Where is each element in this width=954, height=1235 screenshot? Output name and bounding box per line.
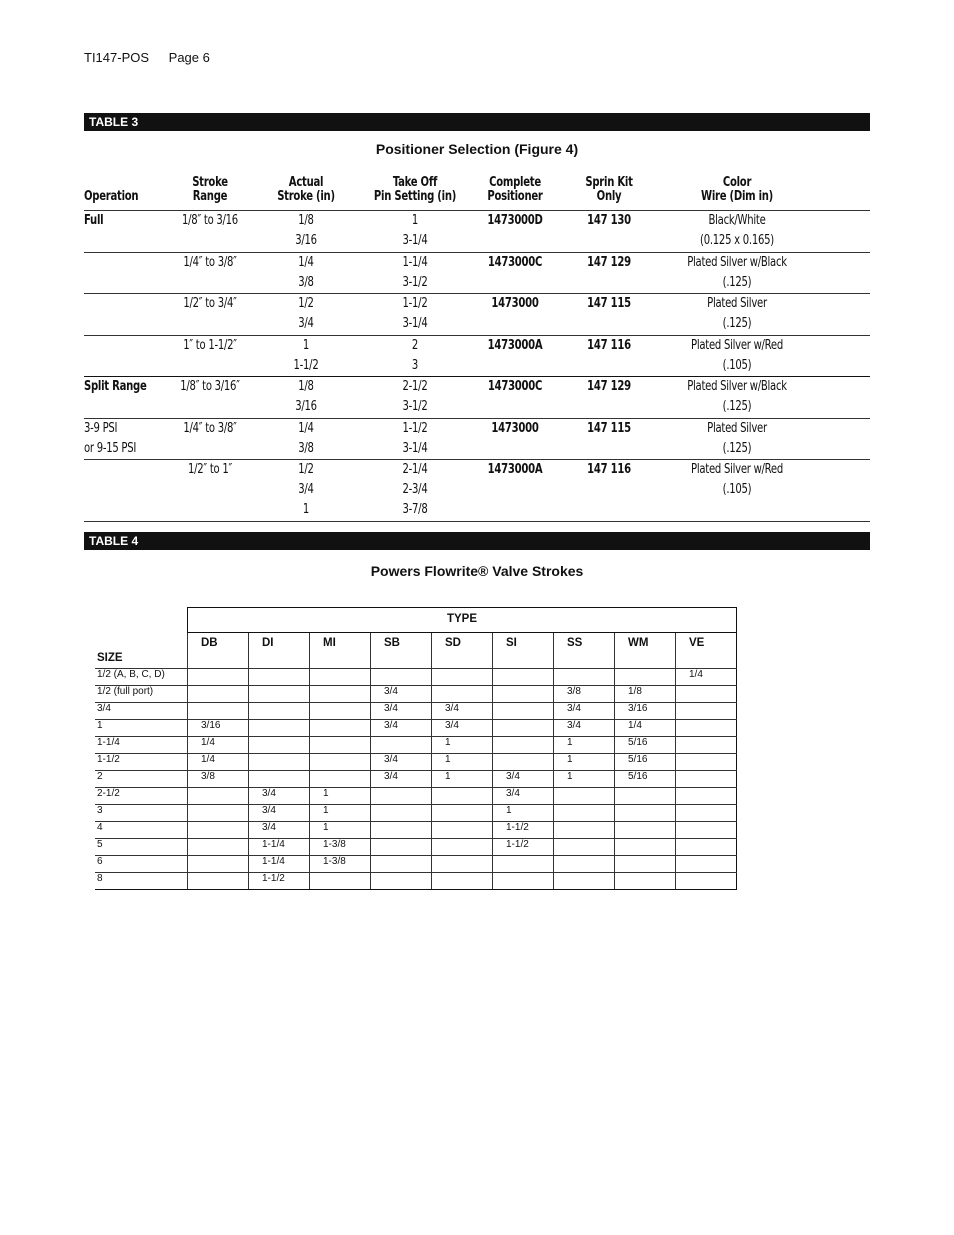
table-row [95,856,737,873]
table3-row [84,419,870,461]
actual-stroke-cell-line: 3/4 [298,482,314,497]
stroke-cell: 3/4 [554,703,615,720]
stroke-range-cell: 1/8″ to 3/16 [182,213,238,228]
pin-setting-cell-line: 1-1/2 [402,420,428,436]
color-wire-cell-line: Plated Silver w/Red [691,337,783,353]
table-row [95,754,737,771]
stroke-cell [432,805,493,822]
table3-row [84,460,870,522]
stroke-cell [371,839,432,856]
color-wire-cell-line: (.125) [722,399,752,414]
operation-line: Full [84,213,104,228]
complete-positioner-cell: 1473000 [491,296,539,311]
stroke-cell [554,669,615,686]
stroke-cell [432,822,493,839]
color-wire-cell [674,336,800,376]
pin-setting-cell [363,460,468,520]
type-col-mi: MI [310,633,371,669]
pin-setting-cell-line: 3-1/4 [402,440,428,456]
stroke-cell [554,839,615,856]
color-wire-cell [674,377,800,417]
stroke-cell: 5/16 [615,771,676,788]
stroke-cell [188,669,249,686]
stroke-cell: 3/4 [493,788,554,805]
valve-strokes-table [95,607,737,890]
table-row [95,703,737,720]
spring-kit-cell: 147 129 [587,254,631,270]
actual-stroke-cell-line: 1 [302,502,310,517]
stroke-cell: 1/4 [615,720,676,737]
stroke-cell [432,873,493,890]
type-col-si: SI [493,633,554,669]
operation-line: or 9-15 PSI [84,440,137,456]
pin-setting-cell-line: 3-1/4 [402,316,428,331]
stroke-cell: 3/4 [432,703,493,720]
stroke-cell [371,856,432,873]
spring-kit-cell: 147 115 [587,296,631,311]
spring-kit-cell: 147 116 [587,337,631,353]
color-wire-cell-line: Plated Silver w/Black [687,254,787,270]
stroke-cell [615,788,676,805]
stroke-cell [310,703,371,720]
stroke-cell: 1-1/2 [249,873,310,890]
col-actual-stroke: Actual Stroke (in) [277,175,335,204]
color-wire-cell [674,419,800,459]
type-col-db: DB [188,633,249,669]
stroke-cell [615,669,676,686]
stroke-cell [493,737,554,754]
actual-stroke-cell [270,294,342,334]
table4-title-bar: TABLE 4 [84,532,870,550]
operation-cell [84,377,147,397]
color-wire-cell-line: (.125) [722,316,752,331]
stroke-cell: 1 [554,737,615,754]
size-cell: 5 [95,839,188,856]
complete-positioner-cell: 1473000C [487,379,543,394]
size-cell: 1-1/4 [95,737,188,754]
pin-setting-cell-line: 1-1/4 [402,254,428,270]
stroke-cell [676,839,737,856]
pin-setting-cell [363,336,468,376]
stroke-cell [310,686,371,703]
stroke-cell: 1-1/4 [249,856,310,873]
stroke-cell: 3/4 [371,754,432,771]
pin-setting-cell-line: 3-1/4 [402,233,428,248]
stroke-cell [615,822,676,839]
size-cell: 4 [95,822,188,839]
stroke-cell [676,737,737,754]
stroke-cell [249,737,310,754]
operation-cell [84,419,144,459]
pin-setting-cell-line: 1-1/2 [402,296,428,311]
stroke-cell [432,856,493,873]
table3-row [84,377,870,419]
size-cell: 3 [95,805,188,822]
actual-stroke-cell [270,377,342,417]
page-header [84,50,226,65]
stroke-cell [676,720,737,737]
stroke-cell: 3/4 [371,703,432,720]
color-wire-cell [674,253,800,293]
stroke-cell [371,788,432,805]
complete-positioner-cell: 1473000C [487,254,543,270]
actual-stroke-cell [270,211,342,251]
size-cell: 1/2 (full port) [95,686,188,703]
actual-stroke-cell-line: 3/8 [298,274,314,290]
stroke-cell: 1/8 [615,686,676,703]
pin-setting-cell [363,377,468,417]
pin-setting-cell-line: 3-7/8 [402,502,428,517]
color-wire-cell-line: (.105) [722,357,752,373]
color-wire-cell-line: Plated Silver w/Red [691,462,783,477]
spring-kit-cell: 147 129 [587,379,631,394]
stroke-cell [493,856,554,873]
table-row [95,873,737,890]
table-row [95,737,737,754]
stroke-cell: 1 [554,771,615,788]
spring-kit-cell: 147 115 [587,420,631,436]
stroke-cell: 3/4 [371,686,432,703]
actual-stroke-cell-line: 3/16 [295,233,317,248]
stroke-cell: 1 [310,822,371,839]
stroke-cell [249,703,310,720]
col-complete-positioner: Complete Positioner [487,175,543,204]
page-number: Page 6 [168,50,210,65]
stroke-cell [188,856,249,873]
stroke-cell [371,669,432,686]
stroke-cell [493,686,554,703]
stroke-cell [493,703,554,720]
stroke-cell [554,822,615,839]
col-stroke-range: Stroke Range [192,175,228,204]
stroke-cell [432,788,493,805]
stroke-cell [310,754,371,771]
pin-setting-cell-line: 3-1/2 [402,399,428,414]
stroke-range-cell: 1/2″ to 3/4″ [183,296,237,311]
stroke-cell [310,771,371,788]
actual-stroke-cell [270,460,342,520]
pin-setting-cell-line: 2-1/2 [402,379,428,394]
stroke-cell [188,703,249,720]
stroke-cell: 1-1/2 [493,839,554,856]
stroke-range-cell: 1/4″ to 3/8″ [183,420,237,436]
stroke-cell [554,873,615,890]
stroke-cell [493,720,554,737]
type-col-ss: SS [554,633,615,669]
complete-positioner-cell: 1473000D [487,213,543,228]
complete-positioner-cell: 1473000A [487,462,543,477]
stroke-cell: 3/4 [249,788,310,805]
actual-stroke-cell-line: 1/2 [298,296,314,311]
actual-stroke-cell-line: 1/4 [298,254,314,270]
size-cell: 2-1/2 [95,788,188,805]
color-wire-cell [674,294,800,334]
stroke-cell: 3/8 [554,686,615,703]
color-wire-cell-line: Black/White [708,213,766,228]
size-cell: 2 [95,771,188,788]
stroke-cell: 5/16 [615,754,676,771]
size-cell: 6 [95,856,188,873]
stroke-cell [676,771,737,788]
stroke-cell [615,839,676,856]
pin-setting-cell-line: 1 [411,213,419,228]
stroke-cell [676,686,737,703]
pin-setting-cell-line: 3 [411,357,419,373]
actual-stroke-cell-line: 1/2 [298,462,314,477]
stroke-cell: 1/4 [188,737,249,754]
stroke-cell [310,873,371,890]
stroke-range-cell: 1/8″ to 3/16″ [180,379,240,394]
size-header: SIZE [95,633,188,669]
type-col-wm: WM [615,633,676,669]
type-col-di: DI [249,633,310,669]
stroke-cell [188,686,249,703]
stroke-cell: 3/16 [188,720,249,737]
stroke-cell: 1 [554,754,615,771]
col-operation: Operation [84,189,139,204]
stroke-cell [493,873,554,890]
stroke-cell: 5/16 [615,737,676,754]
table3-row [84,253,870,295]
stroke-cell: 1 [432,737,493,754]
complete-positioner-cell: 1473000A [487,337,543,353]
stroke-cell [249,720,310,737]
operation-line: Split Range [84,379,147,394]
stroke-cell: 1 [432,771,493,788]
stroke-cell: 1 [310,788,371,805]
col-spring-kit: Sprin Kit Only [585,175,633,204]
actual-stroke-cell-line: 1 [302,337,310,353]
stroke-cell [676,754,737,771]
stroke-cell [249,771,310,788]
stroke-cell: 1 [432,754,493,771]
stroke-cell [676,873,737,890]
pin-setting-cell-line: 2 [411,337,419,353]
actual-stroke-cell-line: 1-1/2 [293,357,319,373]
actual-stroke-cell-line: 3/16 [295,399,317,414]
stroke-cell [371,737,432,754]
table-row [95,839,737,856]
table-row [95,788,737,805]
color-wire-cell-line: Plated Silver w/Black [687,379,787,394]
stroke-cell [676,703,737,720]
actual-stroke-cell-line: 1/4 [298,420,314,436]
spring-kit-cell: 147 130 [587,213,631,228]
table-row [95,805,737,822]
table-row [95,771,737,788]
pin-setting-cell-line: 2-3/4 [402,482,428,497]
stroke-cell: 1/4 [188,754,249,771]
stroke-cell: 1/4 [676,669,737,686]
table4-caption: Powers Flowrite® Valve Strokes [370,563,584,579]
document-id: TI147-POS [84,50,150,65]
size-cell: 8 [95,873,188,890]
stroke-cell [615,805,676,822]
table-row [95,822,737,839]
stroke-cell: 1 [493,805,554,822]
actual-stroke-cell [270,419,342,459]
size-cell: 3/4 [95,703,188,720]
stroke-cell [676,805,737,822]
table3-caption: Positioner Selection (Figure 4) [375,141,579,157]
stroke-range-cell: 1″ to 1-1/2″ [183,337,237,353]
stroke-cell [188,788,249,805]
stroke-cell: 1-3/8 [310,839,371,856]
stroke-cell [249,754,310,771]
stroke-cell [249,669,310,686]
stroke-cell: 3/4 [249,805,310,822]
stroke-cell [249,686,310,703]
stroke-range-cell: 1/4″ to 3/8″ [183,254,237,270]
stroke-cell [310,669,371,686]
stroke-cell: 1 [310,805,371,822]
stroke-cell [371,873,432,890]
color-wire-cell [674,211,800,251]
stroke-cell [310,737,371,754]
stroke-cell [371,805,432,822]
operation-line: 3-9 PSI [84,420,118,436]
pin-setting-cell [363,211,468,251]
stroke-cell [188,822,249,839]
operation-cell [84,211,144,231]
spring-kit-cell: 147 116 [587,462,631,477]
table3-header-row [84,176,870,211]
color-wire-cell-line: (.105) [722,482,752,497]
stroke-cell [676,788,737,805]
size-cell: 1/2 (A, B, C, D) [95,669,188,686]
actual-stroke-cell-line: 3/4 [298,316,314,331]
stroke-cell [554,856,615,873]
pin-setting-cell-line: 2-1/4 [402,462,428,477]
color-wire-cell-line: (.125) [722,274,752,290]
color-wire-cell-line: (0.125 x 0.165) [700,233,774,248]
color-wire-cell-line: Plated Silver [707,420,767,436]
actual-stroke-cell-line: 1/8 [298,213,314,228]
stroke-cell [188,873,249,890]
stroke-cell [615,856,676,873]
col-color-wire: Color Wire (Dim in) [700,175,774,204]
stroke-cell [493,754,554,771]
actual-stroke-cell-line: 1/8 [298,379,314,394]
table-row [95,720,737,737]
size-cell: 1 [95,720,188,737]
stroke-cell [432,669,493,686]
stroke-cell [554,788,615,805]
stroke-cell: 3/4 [493,771,554,788]
stroke-cell [188,805,249,822]
type-col-ve: VE [676,633,737,669]
type-header: TYPE [188,608,737,633]
color-wire-cell [674,460,800,500]
stroke-cell [676,856,737,873]
stroke-cell [371,822,432,839]
type-col-sb: SB [371,633,432,669]
stroke-cell: 3/4 [371,771,432,788]
table3-row [84,336,870,378]
table3-row [84,294,870,336]
stroke-cell: 3/8 [188,771,249,788]
stroke-cell: 1-1/4 [249,839,310,856]
stroke-cell: 3/4 [432,720,493,737]
col-pin-setting: Take Off Pin Setting (in) [373,175,457,204]
actual-stroke-cell [270,253,342,293]
table3-title-bar: TABLE 3 [84,113,870,131]
color-wire-cell-line: (.125) [722,440,752,456]
stroke-cell [310,720,371,737]
complete-positioner-cell: 1473000 [491,420,539,436]
pin-setting-cell [363,253,468,293]
pin-setting-cell [363,294,468,334]
stroke-cell [493,669,554,686]
stroke-cell: 3/4 [554,720,615,737]
pin-setting-cell [363,419,468,459]
stroke-cell: 1-3/8 [310,856,371,873]
size-cell: 1-1/2 [95,754,188,771]
table-row [95,669,737,686]
stroke-cell [188,839,249,856]
stroke-cell [432,839,493,856]
type-col-sd: SD [432,633,493,669]
stroke-cell: 3/4 [371,720,432,737]
stroke-cell: 3/16 [615,703,676,720]
stroke-range-cell: 1/2″ to 1″ [187,462,232,477]
color-wire-cell-line: Plated Silver [707,296,767,311]
stroke-cell [676,822,737,839]
stroke-cell: 1-1/2 [493,822,554,839]
actual-stroke-cell [270,336,342,376]
stroke-cell [554,805,615,822]
stroke-cell [432,686,493,703]
table-row [95,686,737,703]
stroke-cell [615,873,676,890]
positioner-selection-table [84,176,870,522]
pin-setting-cell-line: 3-1/2 [402,274,428,290]
stroke-cell: 3/4 [249,822,310,839]
actual-stroke-cell-line: 3/8 [298,440,314,456]
table3-row [84,211,870,253]
